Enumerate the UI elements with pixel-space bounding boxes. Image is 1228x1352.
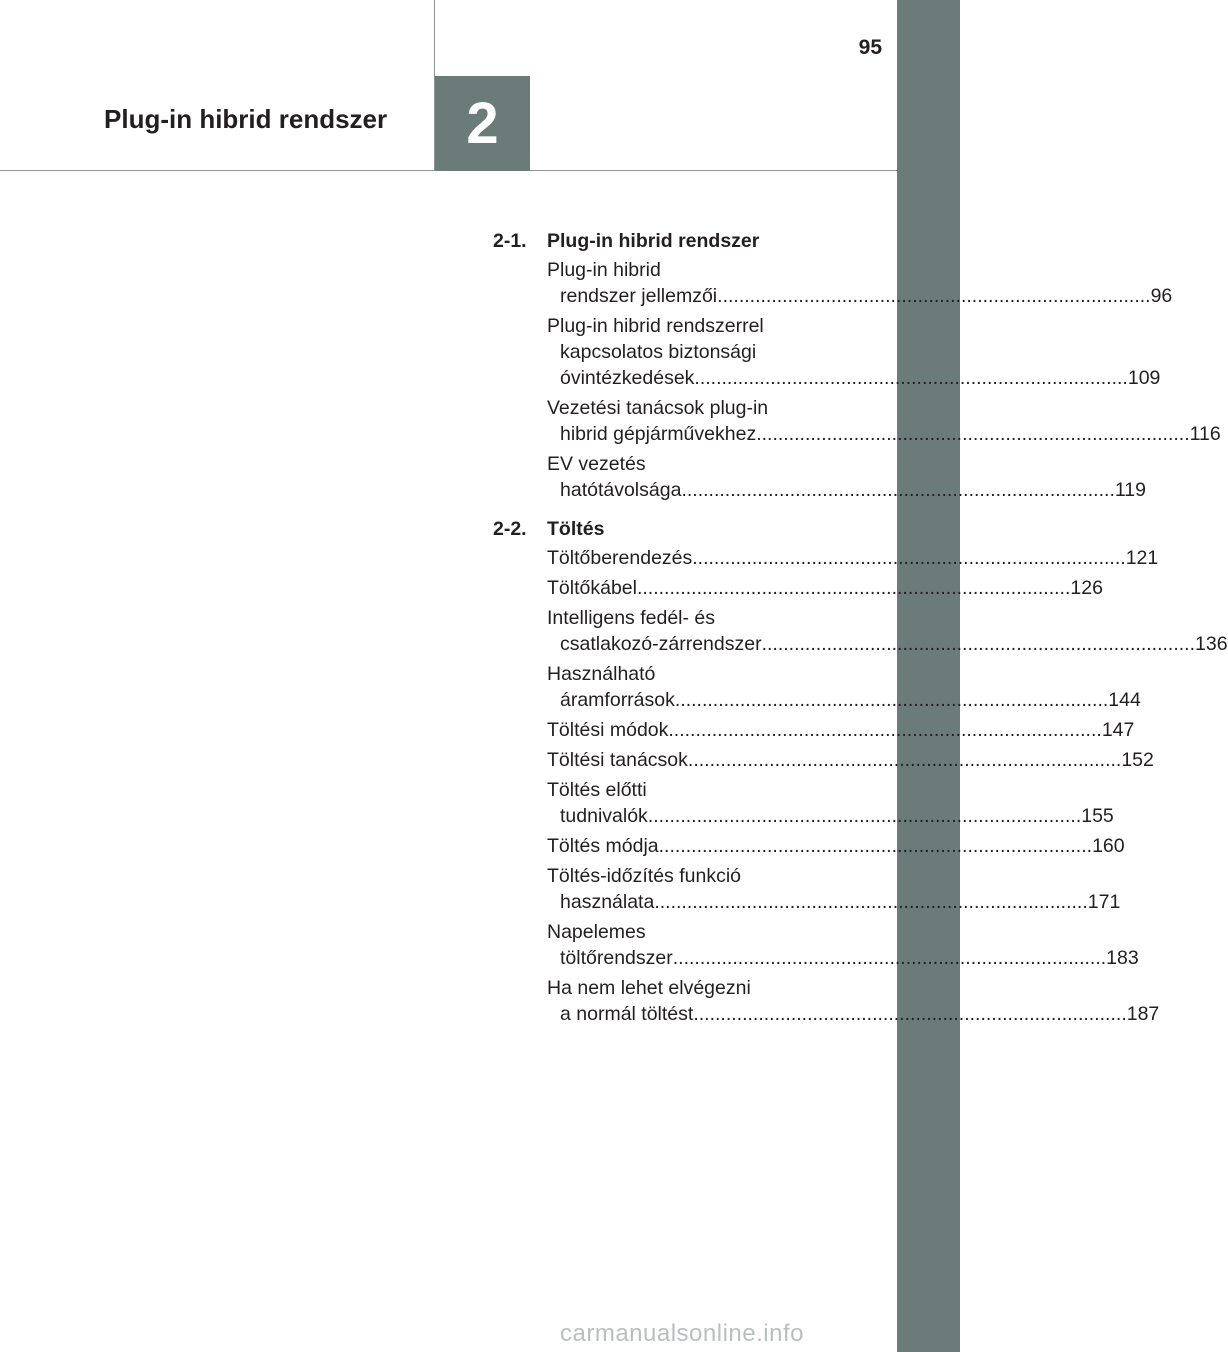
toc-leader-dots: ................................................................................ bbox=[658, 835, 1093, 857]
toc-entry-title-line: kapcsolatos biztonsági bbox=[560, 341, 757, 363]
toc-leader-dots: ................................................................................ bbox=[654, 891, 1088, 913]
toc-entry-title-line: csatlakozó-zárrendszer bbox=[560, 633, 762, 655]
toc-entry-title-line: Plug-in hibrid rendszerrel bbox=[547, 315, 764, 337]
toc-entry[interactable] bbox=[547, 257, 1173, 309]
toc-leader-dots: ................................................................................ bbox=[694, 367, 1128, 389]
toc-entry[interactable] bbox=[547, 777, 1114, 829]
toc-entry[interactable] bbox=[547, 919, 1139, 971]
toc-entry-last-line bbox=[547, 545, 1159, 571]
toc-entry-last-line bbox=[547, 477, 1146, 503]
toc-entry[interactable] bbox=[547, 451, 1146, 503]
toc-entry-last-line bbox=[547, 717, 1135, 743]
toc-entry-page-number: 116 bbox=[1189, 423, 1221, 445]
toc-leader-dots: ................................................................................ bbox=[717, 285, 1151, 307]
toc-entry-title-line: Töltés-időzítés funkció bbox=[547, 865, 742, 887]
toc-entry-page-number: 187 bbox=[1126, 1003, 1160, 1025]
chapter-title: Plug-in hibrid rendszer bbox=[104, 104, 388, 134]
toc-entry-title-line: Napelemes bbox=[547, 921, 646, 943]
toc-section-title: Plug-in hibrid rendszer bbox=[547, 230, 760, 252]
toc-entry-last-line bbox=[547, 889, 1121, 915]
table-of-contents bbox=[493, 228, 1228, 1031]
toc-entry[interactable] bbox=[547, 575, 1103, 601]
toc-leader-dots: ................................................................................ bbox=[672, 947, 1107, 969]
toc-entry-last-line bbox=[547, 421, 1221, 447]
toc-entry[interactable] bbox=[547, 833, 1125, 859]
toc-entry-title-line: Töltés módja bbox=[547, 835, 659, 857]
toc-leader-dots: ................................................................................ bbox=[692, 547, 1126, 569]
toc-entry-title-line: óvintézkedések bbox=[560, 367, 695, 389]
toc-entry-page-number: 155 bbox=[1081, 805, 1114, 827]
toc-entry-page-number: 147 bbox=[1101, 719, 1135, 741]
toc-leader-dots: ................................................................................ bbox=[681, 479, 1115, 501]
page-number: 95 bbox=[858, 36, 882, 59]
toc-entry-title-line: Töltés előtti bbox=[547, 779, 647, 801]
toc-entry-last-line bbox=[547, 803, 1114, 829]
toc-entry-title-line: tudnivalók bbox=[560, 805, 648, 827]
toc-entry[interactable] bbox=[547, 313, 1161, 391]
toc-entry-page-number: 121 bbox=[1125, 547, 1159, 569]
toc-leader-dots: ................................................................................ bbox=[756, 423, 1190, 445]
toc-leader-dots: ................................................................................ bbox=[647, 805, 1082, 827]
toc-entry[interactable] bbox=[547, 395, 1221, 447]
toc-entry-page-number: 160 bbox=[1092, 835, 1125, 857]
toc-entry-page-number: 144 bbox=[1108, 689, 1141, 711]
toc-entry-title-line: Intelligens fedél- és bbox=[547, 607, 716, 629]
watermark: carmanualsonline.info bbox=[560, 1320, 804, 1347]
toc-entry-last-line bbox=[547, 747, 1154, 773]
toc-entry-title-line: Vezetési tanácsok plug-in bbox=[547, 397, 769, 419]
toc-section-heading bbox=[493, 228, 838, 254]
toc-entry-page-number: 119 bbox=[1114, 479, 1146, 501]
toc-entry[interactable] bbox=[547, 605, 1228, 657]
toc-entry-title-line: Ha nem lehet elvégezni bbox=[547, 977, 751, 999]
toc-entry-title-line: Töltőberendezés bbox=[547, 547, 693, 569]
toc-entry-title-line: Töltési tanácsok bbox=[547, 749, 688, 771]
toc-entry-title-line: EV vezetés bbox=[547, 453, 646, 475]
toc-entry-title-line: áramforrások bbox=[560, 689, 675, 711]
toc-entry-title-line: Töltési módok bbox=[547, 719, 669, 741]
toc-leader-dots: ................................................................................ bbox=[761, 633, 1196, 655]
toc-leader-dots: ................................................................................ bbox=[668, 719, 1102, 741]
toc-entry[interactable] bbox=[547, 863, 1121, 915]
chapter-side-tab bbox=[897, 0, 960, 1352]
toc-entry-last-line bbox=[547, 575, 1103, 601]
toc-entry-last-line bbox=[547, 631, 1228, 657]
toc-entry-title-line: hibrid gépjárművekhez bbox=[560, 423, 757, 445]
toc-section-number: 2-1. bbox=[493, 230, 527, 252]
chapter-number-box: 2 bbox=[435, 76, 530, 171]
toc-entry[interactable] bbox=[547, 661, 1141, 713]
toc-entry-title-line: használata bbox=[560, 891, 655, 913]
toc-entry-last-line bbox=[547, 833, 1125, 859]
toc-entry[interactable] bbox=[547, 717, 1135, 743]
toc-entry[interactable] bbox=[547, 747, 1154, 773]
toc-entry-title-line: a normál töltést bbox=[560, 1003, 694, 1025]
toc-entry-page-number: 136 bbox=[1195, 633, 1228, 655]
toc-entry-page-number: 96 bbox=[1150, 285, 1173, 307]
toc-leader-dots: ................................................................................ bbox=[687, 749, 1122, 771]
toc-section-title: Töltés bbox=[547, 518, 605, 540]
toc-entry-title-line: Plug-in hibrid bbox=[547, 259, 661, 281]
toc-entry-last-line bbox=[547, 365, 1161, 391]
toc-entry-last-line bbox=[547, 687, 1141, 713]
toc-entry-title-line: Töltőkábel bbox=[547, 577, 637, 599]
toc-leader-dots: ................................................................................ bbox=[674, 689, 1109, 711]
toc-leader-dots: ................................................................................ bbox=[636, 577, 1071, 599]
toc-entry[interactable] bbox=[547, 975, 1160, 1027]
toc-entry-title-line: Használható bbox=[547, 663, 656, 685]
toc-entry-page-number: 109 bbox=[1127, 367, 1161, 389]
toc-entry-last-line bbox=[547, 1001, 1160, 1027]
toc-entry[interactable] bbox=[547, 545, 1159, 571]
toc-section-number: 2-2. bbox=[493, 518, 527, 540]
toc-entry-page-number: 171 bbox=[1087, 891, 1121, 913]
toc-entry-page-number: 183 bbox=[1106, 947, 1139, 969]
toc-entry-page-number: 126 bbox=[1070, 577, 1103, 599]
toc-entry-title-line: hatótávolsága bbox=[560, 479, 682, 501]
toc-leader-dots: ................................................................................ bbox=[693, 1003, 1127, 1025]
toc-entry-last-line bbox=[547, 945, 1139, 971]
toc-entry-title-line: töltőrendszer bbox=[560, 947, 673, 969]
toc-entry-page-number: 152 bbox=[1121, 749, 1154, 771]
toc-entry-last-line bbox=[547, 283, 1173, 309]
toc-entry-title-line: rendszer jellemzői bbox=[560, 285, 718, 307]
toc-section-heading bbox=[493, 516, 838, 542]
